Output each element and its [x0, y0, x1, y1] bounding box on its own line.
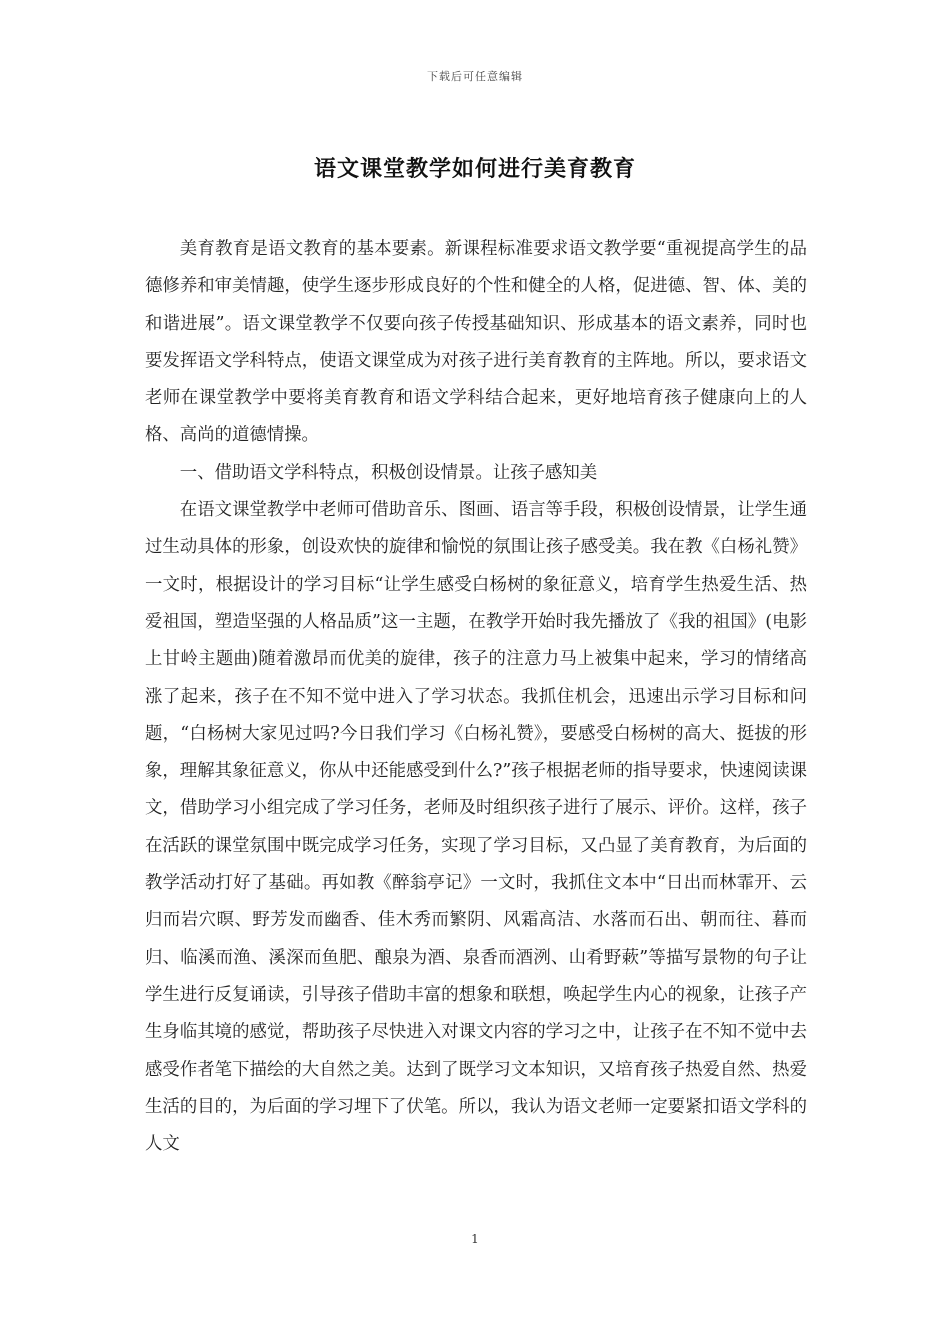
- document-body: [145, 231, 807, 1163]
- document-title: 语文课堂教学如何进行美育教育: [313, 156, 636, 182]
- header-note: 下载后可任意编辑: [427, 70, 523, 83]
- paragraph-intro: 美育教育是语文教育的基本要素。新课程标准要求语文教学要“重视提高学生的品德修养和审美情趣，使学生逐步形成良好的个性和健全的人格，促进德、智、体、美的和谐进展”。语文课堂教学不仅要向孩子传授基础知识、形成基本的语文素养，同时也要发挥语文学科特点，使语文课堂成为对孩子进行美育教育的主阵地。所以，要求语文老师在课堂教学中要将美育教育和语文学科结合起来，更好地培育孩子健康向上的人格、高尚的道德情操。: [145, 239, 807, 446]
- page-number: 1: [471, 1232, 479, 1246]
- paragraph-section-1: 在语文课堂教学中老师可借助音乐、图画、语言等手段，积极创设情景，让学生通过生动具体的形象，创设欢快的旋律和愉悦的氛围让孩子感受美。我在教《白杨礼赞》一文时，根据设计的学习目标“让学生感受白杨树的象征意义，培育学生热爱生活、热爱祖国，塑造坚强的人格品质”这一主题，在教学开始时我先播放了《我的祖国》(电影上甘岭主题曲)随着激昂而优美的旋律，孩子的注意力马上被集中起来，学习的情绪高涨了起来，孩子在不知不觉中进入了学习状态。我抓住机会，迅速出示学习目标和问题，“白杨树大家见过吗?今日我们学习《白杨礼赞》，要感受白杨树的高大、挺拔的形象，理解其象征意义，你从中还能感受到什么?”孩子根据老师的指导要求，快速阅读课文，借助学习小组完成了学习任务，老师及时组织孩子进行了展示、评价。这样，孩子在活跃的课堂氛围中既完成学习任务，实现了学习目标，又凸显了美育教育，为后面的教学活动打好了基础。再如教《醉翁亭记》一文时，我抓住文本中“日出而林霏开、云归而岩穴暝、野芳发而幽香、佳木秀而繁阴、风霜高洁、水落而石出、朝而往、暮而归、临溪而渔、溪深而鱼肥、酿泉为酒、泉香而酒洌、山肴野蔌”等描写景物的句子让学生进行反复诵读，引导孩子借助丰富的想象和联想，唤起学生内心的视象，让孩子产生身临其境的感觉，帮助孩子尽快进入对课文内容的学习之中，让孩子在不知不觉中去感受作者笔下描绘的大自然之美。达到了既学习文本知识，又培育孩子热爱自然、热爱生活的目的，为后面的学习埋下了伏笔。所以，我认为语文老师一定要紧扣语文学科的人文: [145, 500, 807, 1155]
- section-heading-1: 一、借助语文学科特点，积极创设情景。让孩子感知美: [179, 462, 598, 483]
